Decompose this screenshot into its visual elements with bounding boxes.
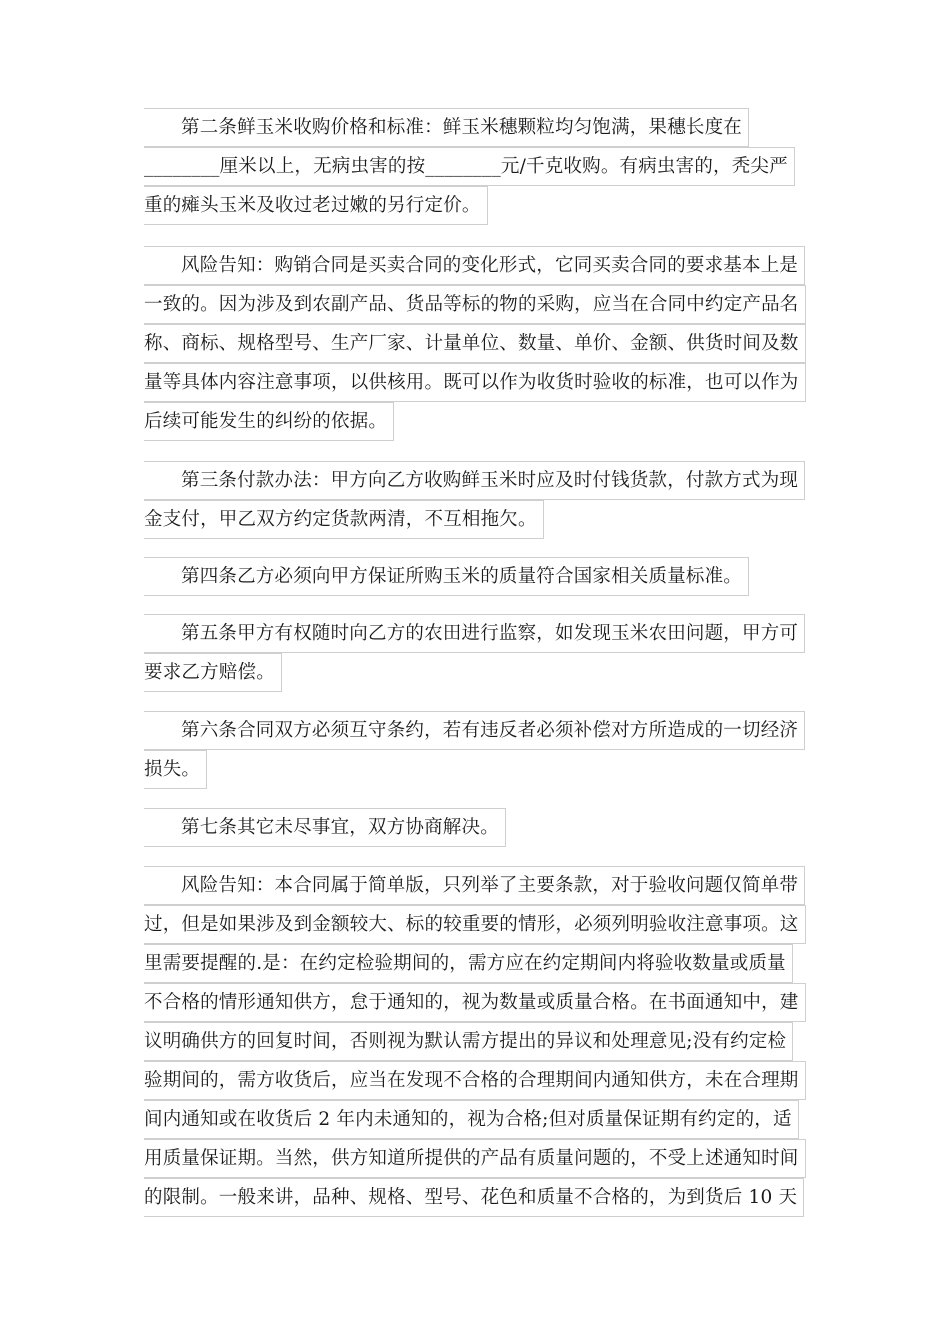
text-line: ________厘米以上，无病虫害的按________元/千克收购。有病虫害的，秃尖严 [144,147,824,186]
text-line: 后续可能发生的纠纷的依据。 [144,402,824,441]
clause-7-paragraph [144,808,824,847]
text-line: 风险告知：购销合同是买卖合同的变化形式，它同买卖合同的要求基本上是 [144,246,824,285]
text-line: 第三条付款办法：甲方向乙方收购鲜玉米时应及时付钱货款，付款方式为现 [144,461,824,500]
text-line: 的限制。一般来讲，品种、规格、型号、花色和质量不合格的，为到货后 10 天 [144,1178,824,1217]
text-line: 不合格的情形通知供方，怠于通知的，视为数量或质量合格。在书面通知中，建 [144,983,824,1022]
clause-5-paragraph [144,614,824,692]
text-line: 要求乙方赔偿。 [144,653,824,692]
text-line: 第六条合同双方必须互守条约，若有违反者必须补偿对方所造成的一切经济 [144,711,824,750]
clause-6-paragraph [144,711,824,789]
text-line: 金支付，甲乙双方约定货款两清，不互相拖欠。 [144,500,824,539]
text-line: 重的瘫头玉米及收过老过嫩的另行定价。 [144,186,824,225]
text-line: 第四条乙方必须向甲方保证所购玉米的质量符合国家相关质量标准。 [144,557,824,596]
text-line: 第五条甲方有权随时向乙方的农田进行监察，如发现玉米农田问题，甲方可 [144,614,824,653]
text-line: 验期间的，需方收货后，应当在发现不合格的合理期间内通知供方，未在合理期 [144,1061,824,1100]
text-line: 第二条鲜玉米收购价格和标准：鲜玉米穗颗粒均匀饱满，果穗长度在 [144,108,824,147]
text-line: 第七条其它未尽事宜，双方协商解决。 [144,808,824,847]
text-line: 间内通知或在收货后 2 年内未通知的，视为合格;但对质量保证期有约定的，适 [144,1100,824,1139]
text-line: 损失。 [144,750,824,789]
clause-2-paragraph [144,108,824,225]
text-line: 量等具体内容注意事项，以供核用。既可以作为收货时验收的标准，也可以作为 [144,363,824,402]
risk-notice-paragraph-1 [144,246,824,441]
text-line: 用质量保证期。当然，供方知道所提供的产品有质量问题的，不受上述通知时间 [144,1139,824,1178]
text-line: 里需要提醒的.是：在约定检验期间的，需方应在约定期间内将验收数量或质量 [144,944,824,983]
clause-4-paragraph [144,557,824,596]
clause-3-paragraph [144,461,824,539]
risk-notice-paragraph-2 [144,866,824,1217]
text-line: 称、商标、规格型号、生产厂家、计量单位、数量、单价、金额、供货时间及数 [144,324,824,363]
text-line: 一致的。因为涉及到农副产品、货品等标的物的采购，应当在合同中约定产品名 [144,285,824,324]
text-line: 风险告知：本合同属于简单版，只列举了主要条款，对于验收问题仅简单带 [144,866,824,905]
text-line: 过，但是如果涉及到金额较大、标的较重要的情形，必须列明验收注意事项。这 [144,905,824,944]
text-line: 议明确供方的回复时间，否则视为默认需方提出的异议和处理意见;没有约定检 [144,1022,824,1061]
